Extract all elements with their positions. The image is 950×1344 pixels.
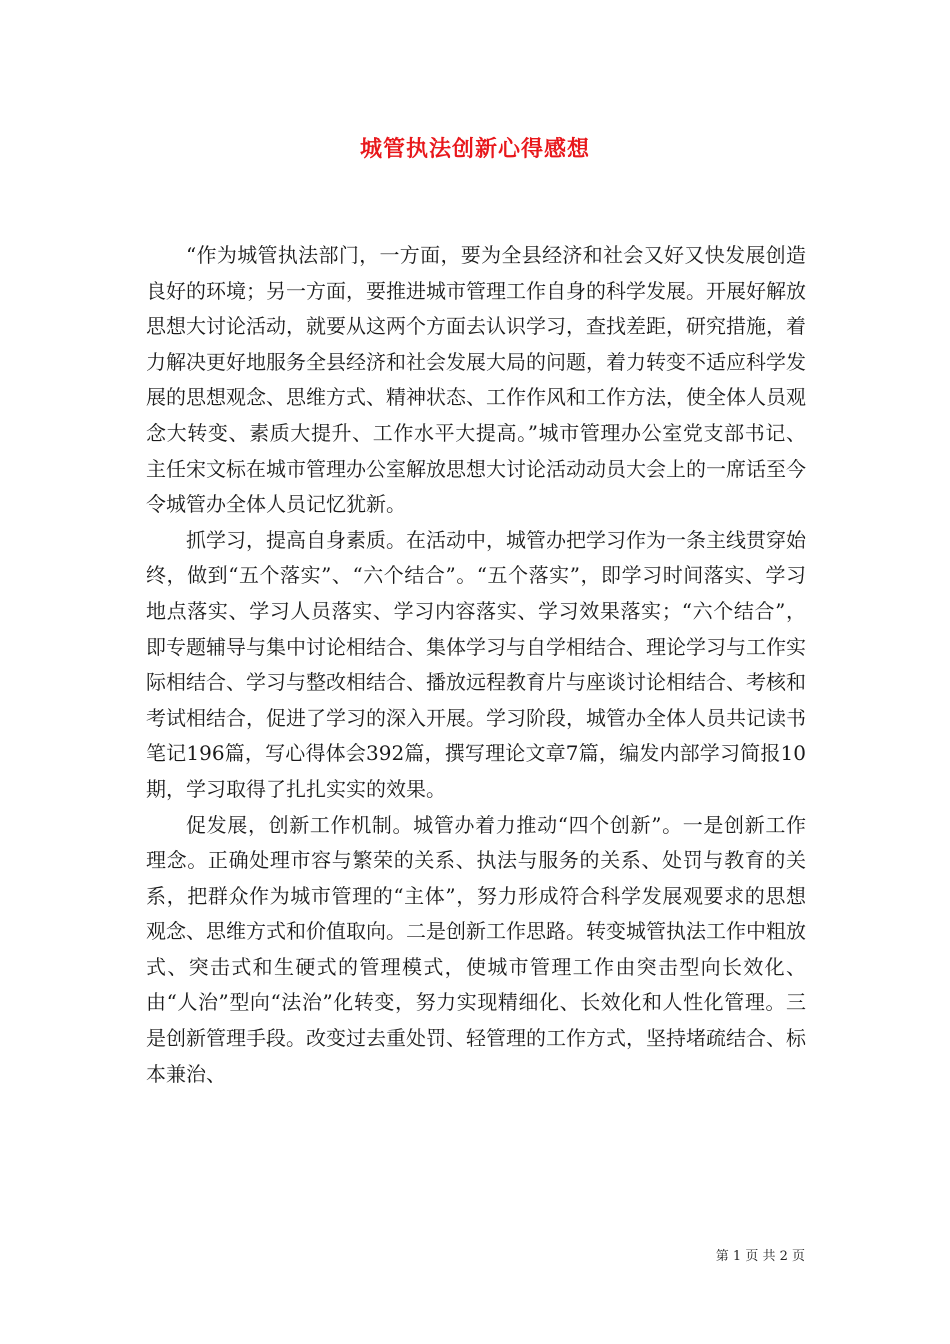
paragraph-3: 促发展，创新工作机制。城管办着力推动“四个创新”。一是创新工作理念。正确处理市容与繁荣的关系、执法与服务的关系、处罚与教育的关系，把群众作为城市管理的“主体”，努力形成符合科学发展观要求的思想观念、思维方式和价值取向。二是创新工作思路。转变城管执法工作中粗放式、突击式和生硬式的管理模式，使城市管理工作由突击型向长效化、由“人治”型向“法治”化转变，努力实现精细化、长效化和人性化管理。三是创新管理手段。改变过去重处罚、轻管理的工作方式，坚持堵疏结合、标本兼治、: [146, 812, 806, 1086]
document-body: [146, 238, 806, 1092]
paragraph-2: 抓学习，提高自身素质。在活动中，城管办把学习作为一条主线贯穿始终，做到“五个落实”、“六个结合”。“五个落实”，即学习时间落实、学习地点落实、学习人员落实、学习内容落实、学习效果落实；“六个结合”，即专题辅导与集中讨论相结合、集体学习与自学相结合、理论学习与工作实际相结合、学习与整改相结合、播放远程教育片与座谈讨论相结合、考核和考试相结合，促进了学习的深入开展。学习阶段，城管办全体人员共记读书笔记196篇，写心得体会392篇，撰写理论文章7篇，编发内部学习简报10期，学习取得了扎扎实实的效果。: [146, 527, 806, 801]
page-number: 第 1 页 共 2 页: [715, 1249, 805, 1264]
paragraph-1: “作为城管执法部门，一方面，要为全县经济和社会又好又快发展创造良好的环境；另一方面，要推进城市管理工作自身的科学发展。开展好解放思想大讨论活动，就要从这两个方面去认识学习，查找差距，研究措施，着力解决更好地服务全县经济和社会发展大局的问题，着力转变不适应科学发展的思想观念、思维方式、精神状态、工作作风和工作方法，使全体人员观念大转变、素质大提升、工作水平大提高。”城市管理办公室党支部书记、主任宋文标在城市管理办公室解放思想大讨论活动动员大会上的一席话至今令城管办全体人员记忆犹新。: [146, 243, 806, 517]
document-title: 城管执法创新心得感想: [359, 136, 590, 162]
